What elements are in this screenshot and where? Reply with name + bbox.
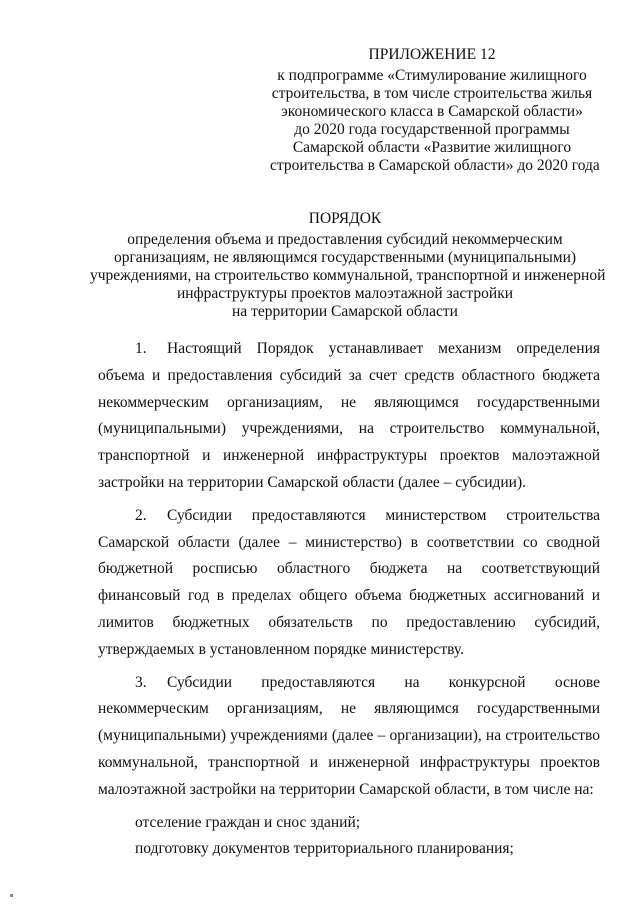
document-subtitle-line: определения объема и предоставления субсидий некоммерческим (127, 231, 563, 248)
paragraph-1 (98, 336, 600, 497)
document-subtitle-line: на территории Самарской области (232, 303, 458, 320)
appendix-line: до 2020 года государственной программы (294, 121, 570, 138)
appendix-line: Самарской области «Развитие жилищного (292, 139, 572, 156)
document-subtitle-line: организациям, не являющимся государственными (муниципальными) (113, 249, 577, 266)
appendix-line: строительства, в том числе строительства жилья (271, 85, 593, 102)
appendix-line: строительства в Самарской области» до 2020 года (270, 157, 600, 174)
appendix-line: к подпрограмме «Стимулирование жилищного (277, 67, 587, 84)
document-subtitle-line: инфраструктуры проектов малоэтажной застройки (176, 285, 514, 302)
scan-dot (10, 894, 13, 897)
paragraph-2 (98, 503, 600, 664)
paragraph-number: 3. (135, 673, 147, 691)
appendix-line: экономического класса в Самарской области» (281, 103, 583, 120)
paragraph-3 (98, 670, 600, 804)
list-item: отселение граждан и снос зданий; (135, 813, 361, 831)
list-item: подготовку документов территориального планирования; (135, 840, 514, 858)
appendix-heading: ПРИЛОЖЕНИЕ 12 (368, 46, 496, 63)
document-body (98, 336, 600, 863)
document-title-block (90, 210, 606, 321)
paragraph-number: 2. (135, 506, 147, 524)
document-title: ПОРЯДОК (308, 210, 382, 227)
paragraph-text: Субсидии предоставляются на конкурсной основе некоммерческим организациям, не являющимся государственными (муниципальными) учреждениями (далее – организации), на строительство коммунальной, транспортной и инженерной инфраструктуры проектов малоэтажной застройки на территории Самарской области, в том числе на: (98, 673, 600, 798)
document-subtitle-line: учреждениями, на строительство коммунальной, транспортной и инженерной (90, 267, 606, 284)
paragraph-text: Субсидии предоставляются министерством строительства Самарской области (далее – министерство) в соответствии со сводной бюджетной росписью областного бюджета на соответствующий финансовый год в пределах общего объема бюджетных ассигнований и лимитов бюджетных обязательств по предоставлению субсидий, утверждаемых в установленном порядке министерству. (98, 506, 600, 658)
paragraph-text: Настоящий Порядок устанавливает механизм определения объема и предоставления субсидий за счет средств областного бюджета некоммерческим организациям, не являющимся государственными (муниципальными) учреждениями, на строительство коммунальной, транспортной и инженерной инфраструктуры проектов малоэтажной застройки на территории Самарской области (далее – субсидии). (98, 340, 600, 491)
paragraph-number: 1. (135, 340, 147, 357)
appendix-header (270, 46, 600, 175)
